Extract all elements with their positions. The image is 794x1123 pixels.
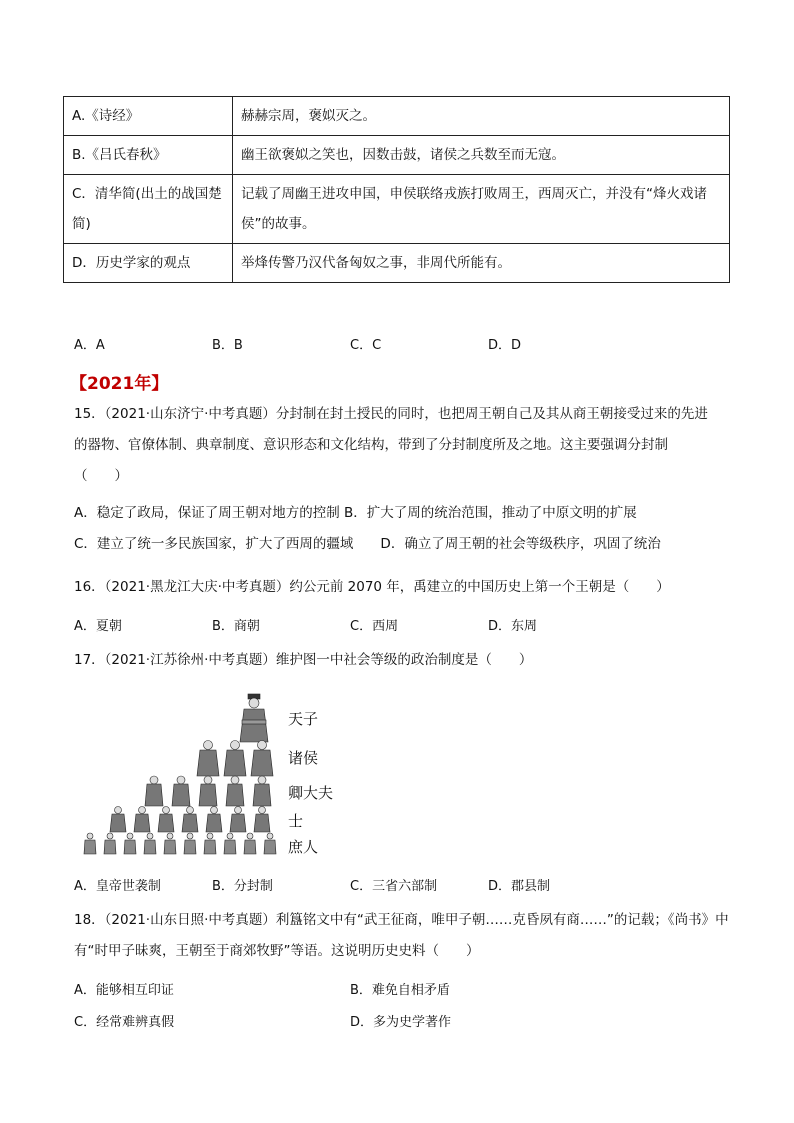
option-d[interactable]: D．D (488, 338, 522, 353)
tier-2-figures-icon (197, 741, 273, 777)
option-a[interactable]: A．皇帝世袭制 (74, 879, 161, 894)
question-stem-line: 17．（2021·江苏徐州·中考真题）维护图一中社会等级的政治制度是（ ） (74, 652, 533, 668)
option-b[interactable]: B．商朝 (212, 619, 260, 634)
content-cell: 幽王欲褒姒之笑也，因数击鼓，诸侯之兵数至而无寇。 (233, 136, 730, 175)
tier-4-figures-icon (110, 807, 270, 833)
question-stem-line: 18．（2021·山东日照·中考真题）利簋铭文中有“武王征商，唯甲子朝……克昏夙有商……”的记载；《尚书》中 (74, 912, 729, 928)
figure-label-shuren: 庶人 (288, 838, 319, 856)
question-17 (74, 645, 734, 676)
option-c[interactable]: C．C (350, 338, 382, 353)
figure-label-zhuhou: 诸侯 (288, 749, 319, 767)
tier-3-figures-icon (145, 776, 271, 806)
source-line: 简) (72, 216, 91, 232)
option-c[interactable]: C．经常难辨真假 (74, 1015, 175, 1030)
table-row (64, 136, 730, 175)
figure-label-tianzi: 天子 (288, 710, 319, 728)
q18-options-row-2 (74, 1011, 734, 1030)
pyramid-figures (84, 694, 276, 854)
q16-options (74, 615, 734, 634)
q17-options (74, 875, 734, 894)
question-18 (74, 905, 734, 967)
source-cell: B.《吕氏春秋》 (64, 136, 233, 175)
content-cell: 举烽传警乃汉代备匈奴之事，非周代所能有。 (233, 244, 730, 283)
question-stem-line: 的器物、官僚体制、典章制度、意识形态和文化结构，带到了分封制度所及之地。这主要强调分封制 (74, 437, 668, 453)
option-line[interactable]: A．稳定了政局，保证了周王朝对地方的控制 B．扩大了周的统治范围，推动了中原文明的扩展 (74, 505, 637, 521)
q14-options (74, 334, 734, 353)
option-d[interactable]: D．多为史学著作 (350, 1015, 452, 1030)
answer-blank: （ ） (74, 468, 128, 484)
source-cell: A.《诗经》 (64, 97, 233, 136)
option-b[interactable]: B．难免自相矛盾 (350, 983, 450, 998)
option-d[interactable]: D．东周 (488, 619, 538, 634)
option-d[interactable]: D．郡县制 (488, 879, 551, 894)
hierarchy-pyramid-figure (78, 690, 368, 860)
option-c[interactable]: C．三省六部制 (350, 879, 438, 894)
table-row (64, 175, 730, 244)
option-line[interactable]: C．建立了统一多民族国家，扩大了西周的疆域 D．确立了周王朝的社会等级秩序，巩固了统治 (74, 536, 661, 552)
source-line: C．清华简(出土的战国楚 (72, 186, 222, 202)
tier-1-figure-icon (240, 694, 268, 742)
q18-options-row-1 (74, 979, 734, 998)
option-a[interactable]: A．夏朝 (74, 619, 122, 634)
table-row (64, 244, 730, 283)
source-cell: D．历史学家的观点 (64, 244, 233, 283)
source-cell (64, 175, 233, 244)
question-stem-line: 15．（2021·山东济宁·中考真题）分封制在封土授民的同时，也把周王朝自己及其从商王朝接受过来的先进 (74, 406, 708, 422)
tier-5-figures-icon (84, 833, 276, 854)
option-a[interactable]: A．能够相互印证 (74, 983, 174, 998)
question-16 (74, 572, 734, 603)
content-cell: 赫赫宗周，褒姒灭之。 (233, 97, 730, 136)
option-b[interactable]: B．分封制 (212, 879, 273, 894)
option-b[interactable]: B．B (212, 338, 243, 353)
option-c[interactable]: C．西周 (350, 619, 399, 634)
source-table (63, 96, 730, 283)
question-stem-line: 16．（2021·黑龙江大庆·中考真题）约公元前 2070 年，禹建立的中国历史上第一个王朝是（ ） (74, 579, 670, 595)
figure-label-qingdafu: 卿大夫 (288, 784, 334, 802)
content-cell (233, 175, 730, 244)
question-15 (74, 399, 734, 560)
figure-label-shi: 士 (288, 812, 304, 830)
year-heading: 【2021年】 (70, 374, 169, 394)
content-line: 记载了周幽王进攻申国，申侯联络戎族打败周王，西周灭亡，并没有“烽火戏诸 (241, 186, 707, 202)
table-row (64, 97, 730, 136)
question-stem-line: 有“时甲子昧爽，王朝至于商郊牧野”等语。这说明历史史料（ ） (74, 943, 480, 959)
content-line: 侯”的故事。 (241, 216, 316, 232)
option-a[interactable]: A．A (74, 338, 105, 353)
